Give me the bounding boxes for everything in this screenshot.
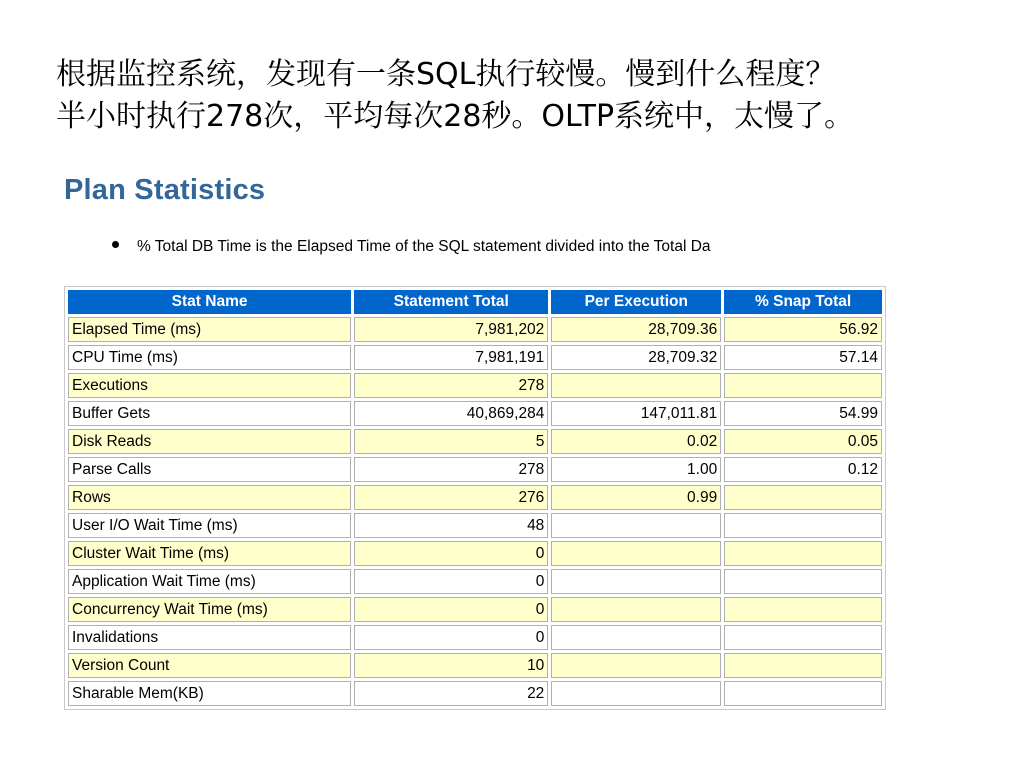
table-header-row [68,290,882,314]
table-row [68,653,882,678]
snap-total-cell [724,485,882,510]
table-row [68,513,882,538]
statement-total-cell: 48 [354,513,548,538]
stat-name-cell: CPU Time (ms) [68,345,351,370]
snap-total-cell [724,541,882,566]
stat-name-cell: Cluster Wait Time (ms) [68,541,351,566]
snap-total-cell: 56.92 [724,317,882,342]
per-execution-cell [551,513,721,538]
table-row [68,569,882,594]
snap-total-cell: 0.12 [724,457,882,482]
stat-name-cell: Rows [68,485,351,510]
statement-total-cell: 278 [354,457,548,482]
statement-total-cell: 0 [354,541,548,566]
stat-name-cell: Executions [68,373,351,398]
stat-name-cell: User I/O Wait Time (ms) [68,513,351,538]
table-row [68,317,882,342]
stat-name-cell: Version Count [68,653,351,678]
per-execution-cell: 28,709.36 [551,317,721,342]
snap-total-cell: 57.14 [724,345,882,370]
per-execution-cell: 1.00 [551,457,721,482]
header-snap-total: % Snap Total [724,290,882,314]
table-row [68,373,882,398]
heading-line-2: 半小时执行278次，平均每次28秒。OLTP系统中，太慢了。 [56,99,855,134]
table-row [68,345,882,370]
stat-name-cell: Buffer Gets [68,401,351,426]
per-execution-cell: 147,011.81 [551,401,721,426]
per-execution-cell [551,653,721,678]
statement-total-cell: 7,981,191 [354,345,548,370]
per-execution-cell [551,597,721,622]
snap-total-cell [724,625,882,650]
table-row [68,429,882,454]
statement-total-cell: 278 [354,373,548,398]
per-execution-cell [551,541,721,566]
statement-total-cell: 10 [354,653,548,678]
stat-name-cell: Concurrency Wait Time (ms) [68,597,351,622]
stat-name-cell: Application Wait Time (ms) [68,569,351,594]
table-row [68,597,882,622]
table-row [68,681,882,706]
snap-total-cell [724,681,882,706]
table-row [68,485,882,510]
stat-name-cell: Invalidations [68,625,351,650]
snap-total-cell: 0.05 [724,429,882,454]
stats-table [65,287,885,709]
snap-total-cell: 54.99 [724,401,882,426]
header-per-execution: Per Execution [551,290,721,314]
header-stat-name: Stat Name [68,290,351,314]
statement-total-cell: 0 [354,625,548,650]
per-execution-cell [551,625,721,650]
slide-heading [56,54,1006,138]
statement-total-cell: 7,981,202 [354,317,548,342]
snap-total-cell [724,653,882,678]
per-execution-cell: 0.99 [551,485,721,510]
statement-total-cell: 22 [354,681,548,706]
section-title: Plan Statistics [64,174,266,206]
table-row [68,457,882,482]
snap-total-cell [724,597,882,622]
per-execution-cell: 0.02 [551,429,721,454]
per-execution-cell [551,569,721,594]
snap-total-cell [724,373,882,398]
statement-total-cell: 0 [354,569,548,594]
note-item [112,238,914,256]
table-row [68,541,882,566]
table-body [68,317,882,706]
stat-name-cell: Elapsed Time (ms) [68,317,351,342]
per-execution-cell: 28,709.32 [551,345,721,370]
table-row [68,625,882,650]
stat-name-cell: Parse Calls [68,457,351,482]
statement-total-cell: 276 [354,485,548,510]
per-execution-cell [551,681,721,706]
table-row [68,401,882,426]
statement-total-cell: 40,869,284 [354,401,548,426]
statement-total-cell: 0 [354,597,548,622]
per-execution-cell [551,373,721,398]
stat-name-cell: Disk Reads [68,429,351,454]
snap-total-cell [724,569,882,594]
statement-total-cell: 5 [354,429,548,454]
note-text: % Total DB Time is the Elapsed Time of the SQL statement divided into the Total Da [137,238,711,255]
bullet-icon [112,241,119,248]
heading-line-1: 根据监控系统，发现有一条SQL执行较慢。慢到什么程度？ [56,57,836,92]
header-statement-total: Statement Total [354,290,548,314]
stat-name-cell: Sharable Mem(KB) [68,681,351,706]
snap-total-cell [724,513,882,538]
plan-statistics-table [64,286,886,710]
